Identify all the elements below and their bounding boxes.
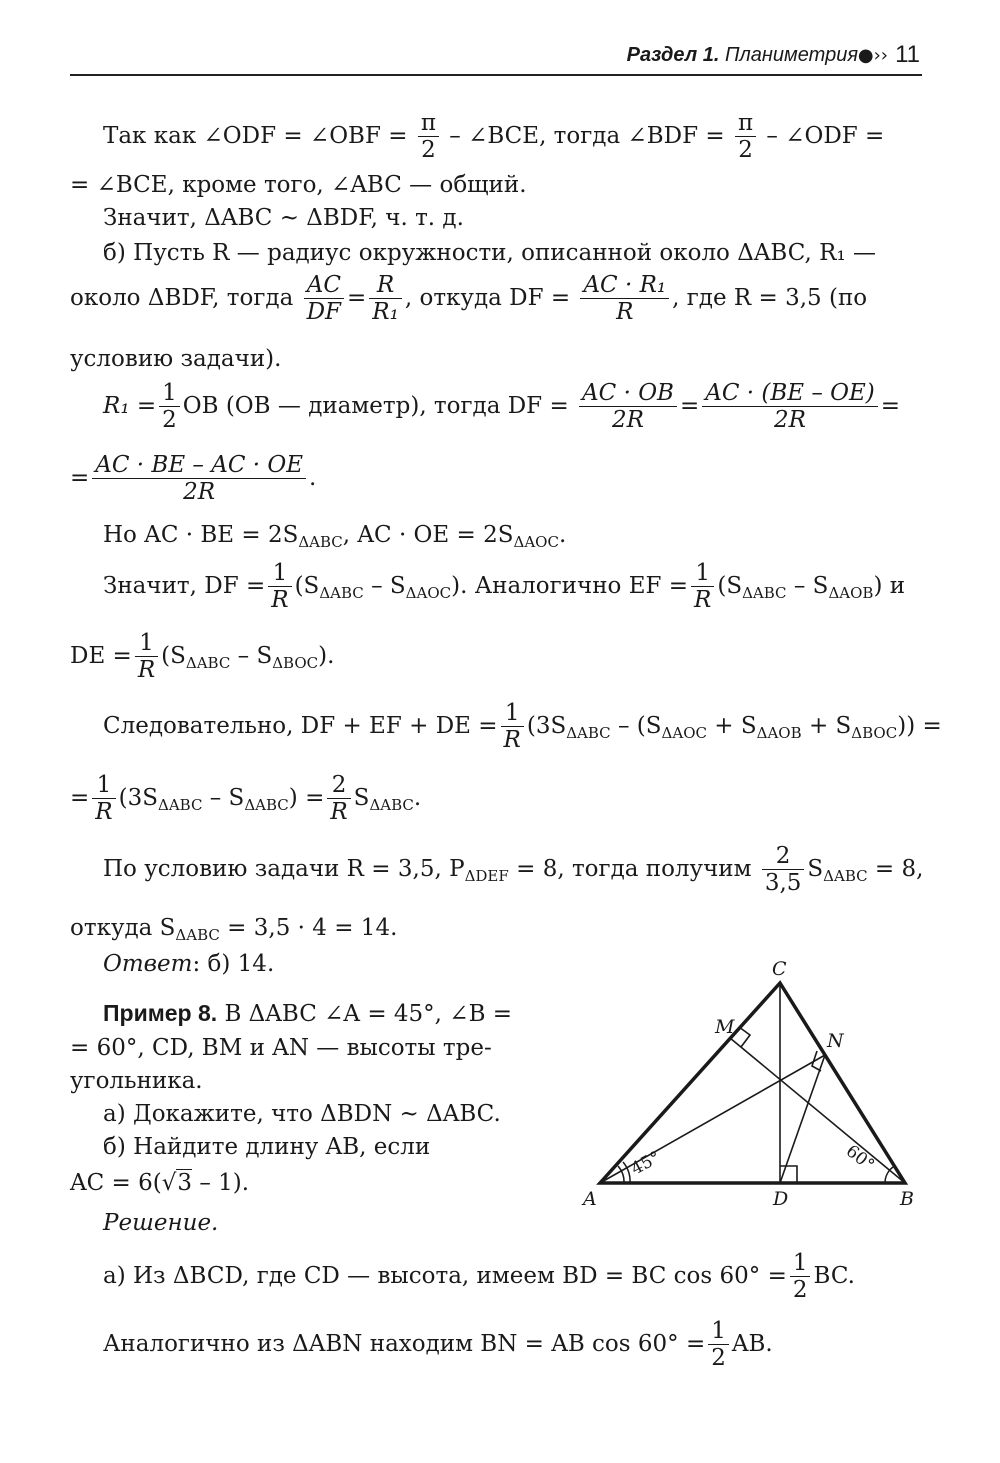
angle-arc-a (618, 1166, 624, 1183)
example-title-line: Пример 8. В ΔABC ∠A = 45°, ∠B = (103, 1000, 513, 1027)
label-b: B (900, 1188, 914, 1210)
section-dots-icon: ●›› (857, 45, 888, 66)
line-13: = $\frac{1}{R}$ $(3S_{\Delta ABC} - S_{\Delta ABC})$ = $\frac{2}{R}$ $S_{\Delta ABC}$. (70, 772, 422, 826)
line-11: DE = $\frac{1}{R}$ $(S_{\Delta ABC} - S_{\Delta BOC})$. (70, 630, 335, 684)
line-9: Но AC · BE = $2S_{\Delta ABC}$, AC · OE = $2S_{\Delta AOC}$. (103, 522, 567, 551)
solution-label: Решение. (103, 1210, 219, 1236)
label-n: N (827, 1030, 844, 1052)
line-10: Значит, DF = $\frac{1}{R}$ $(S_{\Delta ABC} - S_{\Delta AOC})$. Аналогично EF = $\frac{1}{R}$ $(S_{\Delta ABC} - S_{\Delta AOB})$ и (103, 560, 906, 614)
angle-label-b: 60° (841, 1141, 878, 1176)
line-8: = $\frac{AC \cdot BE - AC \cdot OE}{2R}$ . (70, 452, 317, 506)
solution-line-2: Аналогично из ΔABN находим BN = AB cos 60° = $\frac{1}{2}$ AB. (103, 1318, 773, 1372)
label-d: D (773, 1188, 789, 1210)
line-6: условию задачи). (70, 346, 282, 372)
answer: Ответ: б) 14. (103, 951, 275, 977)
right-angle-m (739, 1027, 750, 1047)
example-line-2: = 60°, CD, BM и AN — высоты тре- (70, 1035, 492, 1061)
section-title: Раздел 1. Планиметрия (626, 44, 858, 66)
line-7: R₁ = $\frac{1}{2}$ OB (OB — диаметр), тогда DF = $\frac{AC \cdot OB}{2R}$ = $\frac{AC \cdot (BE - OE)}{2R}$ = (103, 380, 901, 434)
line-12: Следовательно, DF + EF + DE = $\frac{1}{R}$ $(3S_{\Delta ABC} - (S_{\Delta AOC} + S_{\Delta AOB} + S_{\Delta BOC}))$ = (103, 700, 942, 754)
example-line-5: б) Найдите длину AB, если (103, 1134, 431, 1160)
line-3: Значит, ΔABC ~ ΔBDF, ч. т. д. (103, 205, 464, 231)
label-c: C (772, 958, 787, 980)
triangle-figure (575, 955, 935, 1215)
angle-label-a: 45° (627, 1147, 664, 1180)
line-5: около ΔBDF, тогда $\frac{AC}{DF}$ = $\frac{R}{\text{R₁}}$ , откуда DF = $\frac{\text{AC · R₁}}{R}$ , где R = 3,5 (по (70, 272, 868, 326)
line-2: = ∠BCE, кроме того, ∠ABC — общий. (70, 172, 527, 198)
label-a: A (583, 1188, 597, 1210)
line-1: Так как ∠ODF = ∠OBF = $\frac{\pi}{2}$ – ∠BCE, тогда ∠BDF = $\frac{\pi}{2}$ – ∠ODF = (103, 110, 885, 164)
example-line-6: AC = 6(√3 – 1). (70, 1170, 250, 1196)
segment-dn (780, 1055, 825, 1183)
line-15: откуда $S_{\Delta ABC} = 3,5 \cdot 4 = 14$. (70, 915, 398, 944)
label-m: M (715, 1016, 735, 1038)
page-header (70, 38, 922, 76)
page-number: 11 (895, 41, 920, 68)
example-line-3: угольника. (70, 1068, 203, 1094)
solution-line-1: а) Из ΔBCD, где CD — высота, имеем BD = BC cos 60° = $\frac{1}{2}$ BC. (103, 1250, 855, 1304)
line-14: По условию задачи R = 3,5, $P_{\Delta DEF} = 8$, тогда получим $\frac{2}{3,5}$ $S_{\Delta ABC} = 8$, (103, 843, 924, 897)
example-line-4: а) Докажите, что ΔBDN ~ ΔABC. (103, 1101, 501, 1127)
line-4: б) Пусть R — радиус окружности, описанной около ΔABC, R₁ — (103, 240, 877, 266)
